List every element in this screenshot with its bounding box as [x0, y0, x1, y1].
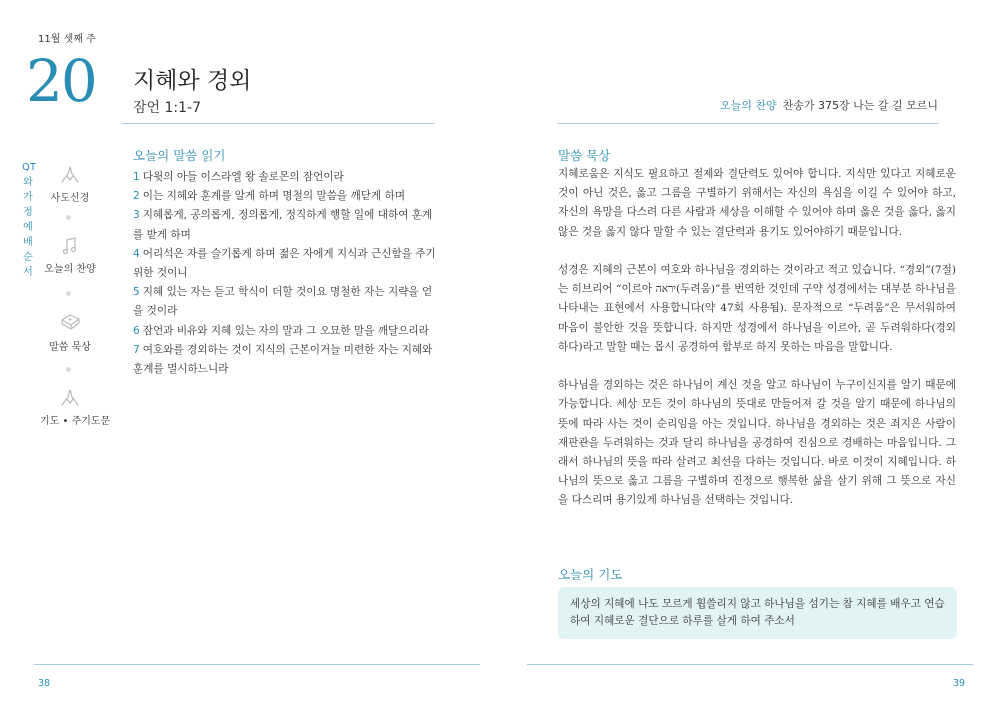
meditation-paragraph: 지혜로움은 지식도 필요하고 절제와 결단력도 있어야 합니다. 지식만 있다고 지혜로운 것이 아닌 것은, 옳고 그름을 구별하기 위해서는 자신의 욕심을 이길 수 있어야 하고, 자신의 욕망을 다스려 다른 사람과 세상을 이해할 수 있어야 하며 옳은 것을 옳다, 옳지 않은 것을 옳지 않다 말할 수 있는 결단력과 용기도 있어야하기 때문입니다. [558, 168, 956, 238]
sidebar-item-hymn [40, 236, 100, 275]
verse [133, 286, 432, 317]
sidebar-dot [66, 367, 71, 372]
sidebar-dot [66, 291, 71, 296]
hymn-info [720, 97, 938, 113]
page-title: 지혜와 경외 [133, 68, 252, 94]
verse-number: 4 [133, 247, 140, 260]
verse [133, 171, 344, 183]
verse-number: 2 [133, 190, 140, 203]
verse-number: 3 [133, 209, 140, 222]
verse-number: 6 [133, 324, 140, 337]
meditation-paragraph: 성경은 지혜의 근본이 여호와 하나님을 경외하는 것이라고 적고 있습니다. “경외”(7절)는 히브리어 “이르아 יראה(두려움)”를 번역한 것인데 구약 성경에서는 대부분 하나님을 나타내는 표현에서 사용합니다(약 47회 사용됨). 문자적으로 “두려움”은 무서워하여 마음이 불안한 것을 뜻합니다. 하지만 성경에서 하나님을 이르아, 곧 두려워하다(경외하다)라고 말할 때는 몹시 공경하여 함부로 하지 못하는 마음을 말합니다. [558, 264, 957, 353]
verse [133, 190, 405, 202]
sidebar-item-label: 말씀 묵상 [49, 342, 91, 353]
meditation-heading: 말씀 묵상 [558, 148, 611, 163]
verse [133, 325, 429, 337]
verse-text: 이는 지혜와 훈계를 알게 하며 명철의 말씀을 깨닫게 하며 [142, 190, 406, 203]
footer-divider-right [527, 664, 973, 665]
sidebar-item-creed [40, 165, 100, 204]
music-note-icon [60, 236, 80, 256]
bible-icon [58, 312, 82, 334]
hymn-text: 찬송가 375장 나는 갈 길 모르니 [782, 99, 938, 112]
header-divider-right [558, 123, 938, 124]
sidebar-vertical-label: QT와 가정예배 순서 [22, 162, 36, 278]
verse-number: 5 [133, 286, 140, 299]
header-divider-left [122, 123, 434, 124]
footer-divider-left [34, 664, 480, 665]
prayer-text: 세상의 지혜에 나도 모르게 휩쓸리지 않고 하나님을 섬기는 참 지혜를 배우고 연습하여 지혜로운 결단으로 하루를 살게 하여 주소서 [570, 598, 945, 627]
reading-heading: 오늘의 말씀 읽기 [133, 148, 226, 163]
verse-text: 지혜롭게, 공의롭게, 정의롭게, 정직하게 행할 일에 대하여 훈계를 받게 하며 [133, 209, 433, 241]
sidebar-item-label: 오늘의 찬양 [44, 264, 96, 275]
scripture-reference: 잠언 1:1-7 [133, 100, 201, 116]
scripture-reading [133, 168, 437, 379]
meditation-paragraph: 하나님을 경외하는 것은 하나님이 계신 것을 알고 하나님이 누구이신지를 알기 때문에 가능합니다. 세상 모든 것이 하나님의 뜻대로 만들어져 갈 것을 알기 때문에 하나님의 뜻에 따라 사는 것이 순리임을 아는 것입니다. 하나님을 경외하는 것은 죄지은 사람이 재판관을 두려워하는 것과 달리 하나님을 공경하여 진심으로 경배하는 마음입니다. 그래서 하나님의 뜻을 따라 살려고 최선을 다하는 것입니다. 바로 이것이 지혜입니다. 하나님의 뜻으로 옳고 그름을 구별하며 진정으로 행복한 삶을 살기 위해 그 뜻으로 자신을 다스리며 용기있게 하나님을 선택하는 것입니다. [558, 379, 956, 507]
verse-text: 지혜 있는 자는 듣고 학식이 더할 것이요 명철한 자는 지략을 얻을 것이라 [133, 286, 433, 318]
verse-text: 여호와를 경외하는 것이 지식의 근본이거늘 미련한 자는 지혜와 훈계를 멸시하느니라 [133, 343, 433, 376]
day-number: 20 [26, 47, 96, 115]
sidebar-item-prayer [40, 388, 111, 427]
sidebar-item-label: 기도 • 주기도문 [40, 416, 111, 427]
verse-text: 어리석은 자를 슬기롭게 하며 젊은 자에게 지식과 근신함을 주기 위한 것이니 [133, 247, 436, 280]
verse-number: 7 [133, 343, 140, 356]
verse [133, 344, 432, 375]
verse-text: 다윗의 아들 이스라엘 왕 솔로몬의 잠언이라 [142, 171, 344, 183]
page-number-left: 38 [38, 678, 51, 689]
week-label: 11월 셋째 주 [38, 34, 96, 45]
prayer-box [558, 587, 957, 639]
sidebar-item-label: 사도신경 [50, 193, 90, 204]
page-number-right: 39 [953, 678, 966, 689]
sidebar-dot [66, 215, 71, 220]
verse [133, 209, 432, 240]
meditation-body [558, 165, 956, 530]
verse-number: 1 [133, 171, 140, 183]
praying-hands-icon [59, 165, 81, 185]
verse [133, 248, 436, 279]
hymn-label: 오늘의 찬양 [719, 99, 777, 112]
prayer-heading: 오늘의 기도 [558, 567, 623, 582]
verse-text: 잠언과 비유와 지혜 있는 자의 말과 그 오묘한 말을 깨달으리라 [142, 324, 429, 337]
praying-hands-icon [59, 388, 81, 408]
sidebar-item-meditation [40, 312, 100, 353]
